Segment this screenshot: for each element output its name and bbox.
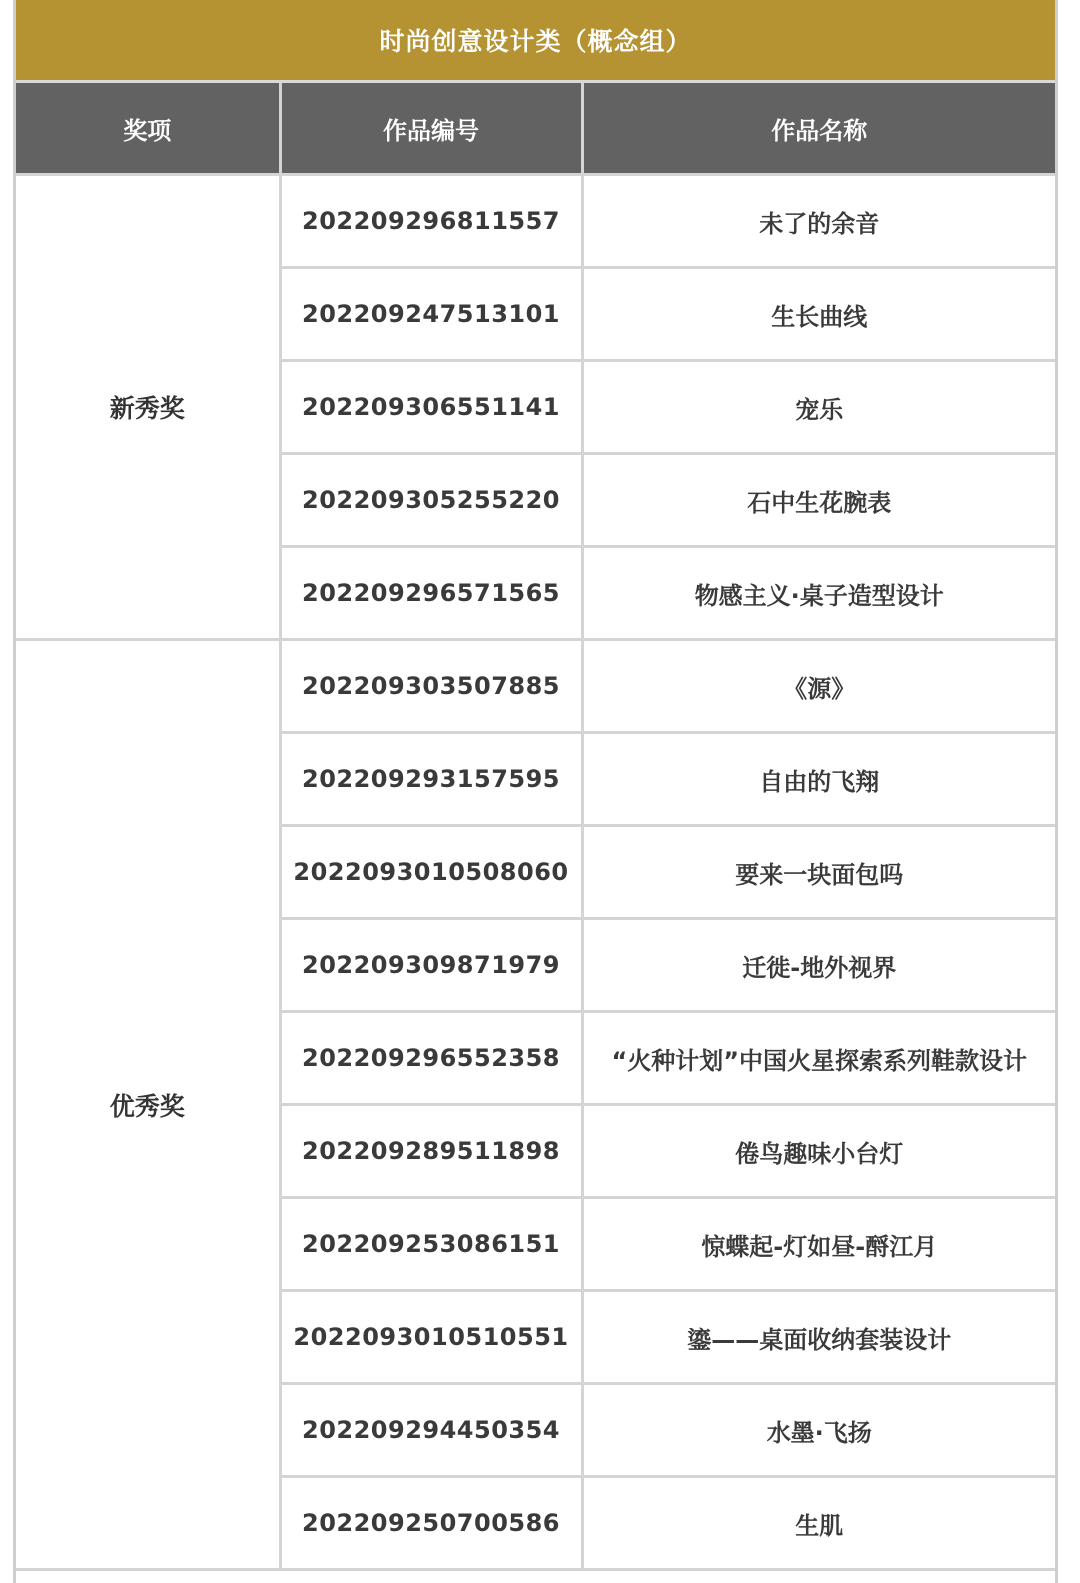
work-code-cell: 202209289511898 <box>280 1105 582 1198</box>
work-code-cell: 202209303507885 <box>280 640 582 733</box>
work-name-cell: 水墨·飞扬 <box>582 1384 1055 1477</box>
work-name-cell: 自由的飞翔 <box>582 733 1055 826</box>
work-name-cell: “火种计划”中国火星探索系列鞋款设计 <box>582 1012 1055 1105</box>
work-code-cell: 202209293157595 <box>280 733 582 826</box>
work-name-cell: 倦鸟趣味小台灯 <box>582 1105 1055 1198</box>
work-code-cell: 202209250700586 <box>280 1477 582 1570</box>
work-code-cell: 2022093010508060 <box>280 826 582 919</box>
work-code-cell: 202209306551141 <box>280 361 582 454</box>
work-code-cell: 202209294450354 <box>280 1384 582 1477</box>
work-code-cell: 202209309871979 <box>280 919 582 1012</box>
awards-table <box>16 83 1055 1571</box>
header-name: 作品名称 <box>582 83 1055 175</box>
awards-table-container <box>13 0 1058 1583</box>
work-code-cell: 202209247513101 <box>280 268 582 361</box>
work-name-cell: 生长曲线 <box>582 268 1055 361</box>
work-code-cell: 202209296552358 <box>280 1012 582 1105</box>
work-name-cell: 《源》 <box>582 640 1055 733</box>
award-cell: 优秀奖 <box>16 640 280 1570</box>
work-name-cell: 惊蝶起-灯如昼-酹江月 <box>582 1198 1055 1291</box>
work-name-cell: 要来一块面包吗 <box>582 826 1055 919</box>
work-name-cell: 迁徙-地外视界 <box>582 919 1055 1012</box>
work-code-cell: 202209296571565 <box>280 547 582 640</box>
header-row <box>16 83 1055 175</box>
table-row <box>16 175 1055 268</box>
work-name-cell: 生肌 <box>582 1477 1055 1570</box>
table-body <box>16 175 1055 1570</box>
work-name-cell: 石中生花腕表 <box>582 454 1055 547</box>
work-code-cell: 2022093010510551 <box>280 1291 582 1384</box>
table-title: 时尚创意设计类（概念组） <box>16 0 1055 83</box>
award-cell: 新秀奖 <box>16 175 280 640</box>
work-code-cell: 202209305255220 <box>280 454 582 547</box>
work-name-cell: 物感主义·桌子造型设计 <box>582 547 1055 640</box>
work-name-cell: 鎏——桌面收纳套装设计 <box>582 1291 1055 1384</box>
table-row <box>16 640 1055 733</box>
work-name-cell: 宠乐 <box>582 361 1055 454</box>
work-name-cell: 未了的余音 <box>582 175 1055 268</box>
work-code-cell: 202209253086151 <box>280 1198 582 1291</box>
header-award: 奖项 <box>16 83 280 175</box>
work-code-cell: 202209296811557 <box>280 175 582 268</box>
header-code: 作品编号 <box>280 83 582 175</box>
